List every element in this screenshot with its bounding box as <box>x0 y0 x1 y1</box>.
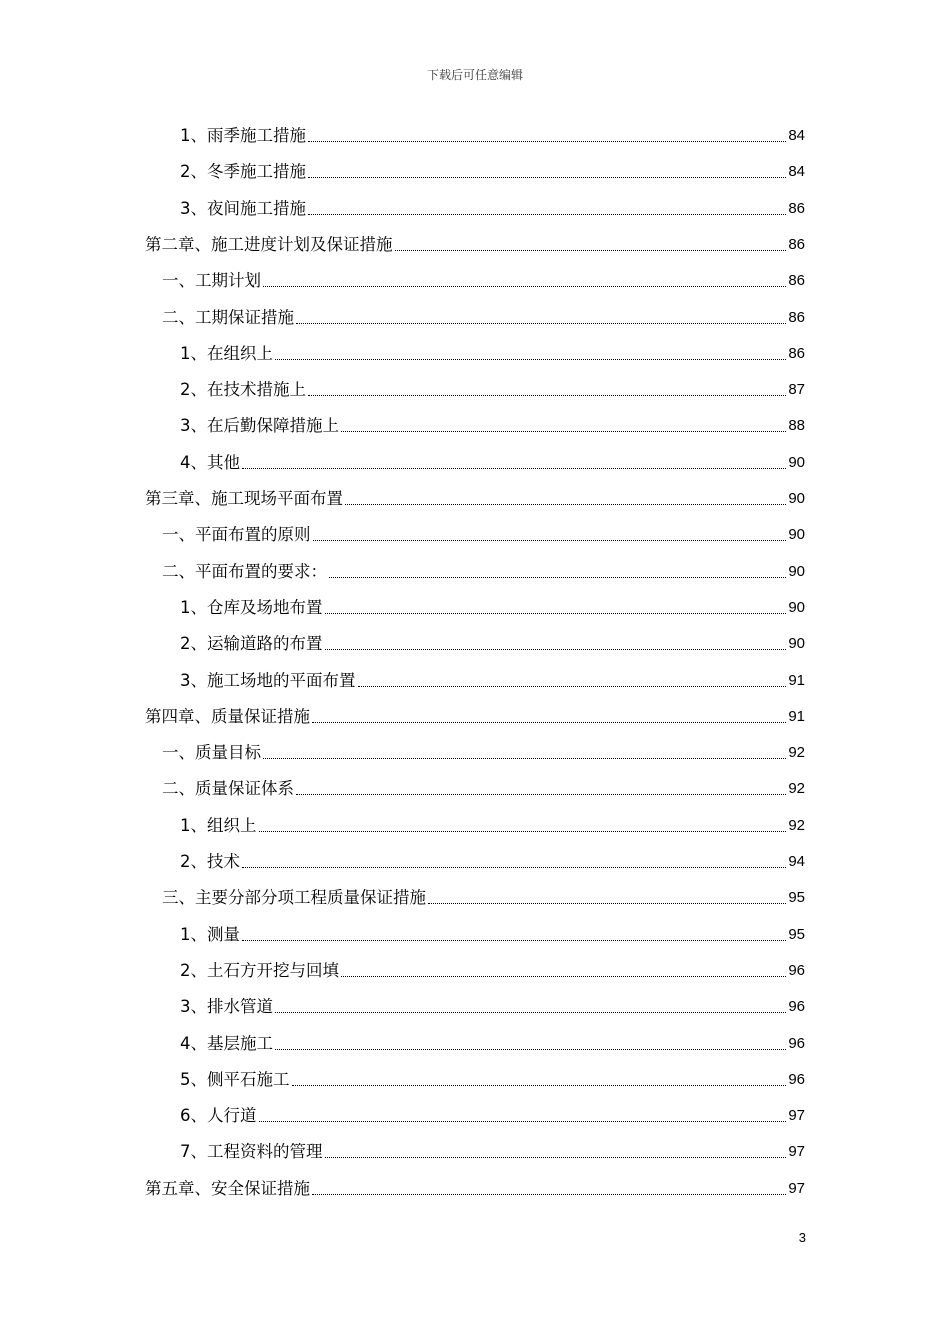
toc-entry-title: 3、在后勤保障措施上 <box>180 416 339 436</box>
toc-entry[interactable] <box>180 596 805 620</box>
toc-entry[interactable] <box>180 1140 805 1164</box>
toc-entry[interactable] <box>180 850 805 874</box>
toc-entry-title: 一、质量目标 <box>162 743 261 763</box>
toc-leader-dots <box>308 213 786 215</box>
toc-entry-page: 86 <box>788 235 805 253</box>
toc-entry-title: 4、基层施工 <box>180 1033 273 1053</box>
toc-entry[interactable] <box>162 886 805 910</box>
toc-entry-title: 6、人行道 <box>180 1106 257 1126</box>
toc-entry-page: 92 <box>788 780 805 798</box>
toc-leader-dots <box>329 576 786 578</box>
toc-entry-page: 90 <box>788 490 805 507</box>
toc-entry-title: 1、雨季施工措施 <box>180 126 306 145</box>
toc-entry-page: 96 <box>788 1070 805 1088</box>
toc-entry-title: 1、组织上 <box>180 815 257 835</box>
toc-entry[interactable] <box>162 306 805 330</box>
toc-leader-dots <box>308 176 786 178</box>
toc-leader-dots <box>312 721 786 723</box>
toc-entry-title: 3、夜间施工措施 <box>180 198 306 218</box>
toc-entry[interactable] <box>162 523 805 547</box>
toc-entry-page: 86 <box>788 272 805 290</box>
toc-entry-title: 2、土石方开挖与回填 <box>180 960 339 980</box>
toc-entry-title: 一、工期计划 <box>162 271 261 291</box>
toc-leader-dots <box>242 939 786 941</box>
toc-leader-dots <box>308 394 786 396</box>
toc-leader-dots <box>313 539 787 541</box>
toc-entry[interactable] <box>162 560 805 584</box>
toc-entry-title: 2、在技术措施上 <box>180 380 306 400</box>
toc-entry[interactable] <box>180 414 805 438</box>
toc-leader-dots <box>242 866 786 868</box>
toc-entry-page: 92 <box>788 744 805 762</box>
toc-entry[interactable] <box>145 705 805 729</box>
toc-entry-title: 3、排水管道 <box>180 997 273 1017</box>
toc-leader-dots <box>341 430 786 432</box>
toc-leader-dots <box>259 1120 787 1122</box>
toc-entry[interactable] <box>180 197 805 221</box>
toc-entry-page: 88 <box>788 417 805 435</box>
toc-entry[interactable] <box>180 995 805 1019</box>
page-header: 下载后可任意编辑 <box>426 68 523 82</box>
toc-entry[interactable] <box>180 1032 805 1056</box>
toc-entry[interactable] <box>162 269 805 293</box>
toc-entry-page: 96 <box>788 1034 805 1052</box>
toc-entry-page: 90 <box>788 453 805 471</box>
toc-entry-page: 86 <box>788 344 805 362</box>
toc-entry[interactable] <box>180 632 805 656</box>
toc-leader-dots <box>395 249 787 251</box>
toc-entry[interactable] <box>180 959 805 983</box>
toc-entry-page: 97 <box>788 1179 805 1197</box>
toc-entry-page: 97 <box>788 1143 805 1161</box>
toc-entry-page: 96 <box>788 998 805 1016</box>
toc-entry-title: 4、其他 <box>180 452 240 472</box>
toc-entry-title: 二、工期保证措施 <box>162 307 294 327</box>
toc-entry-page: 97 <box>788 1107 805 1125</box>
toc-leader-dots <box>428 902 786 904</box>
toc-leader-dots <box>358 685 787 687</box>
toc-leader-dots <box>325 1156 787 1158</box>
page-number: 3 <box>798 1230 806 1245</box>
toc-entry-page: 95 <box>788 925 805 943</box>
toc-entry-title: 2、冬季施工措施 <box>180 162 306 182</box>
toc-entry-page: 90 <box>788 635 805 653</box>
toc-entry-title: 第五章、安全保证措施 <box>145 1178 310 1198</box>
toc-entry-page: 86 <box>788 308 805 326</box>
toc-leader-dots <box>296 322 786 324</box>
toc-entry-title: 二、质量保证体系 <box>162 779 294 799</box>
toc-entry-page: 90 <box>788 562 805 580</box>
toc-entry-page: 94 <box>788 853 805 870</box>
toc-entry[interactable] <box>180 669 805 693</box>
toc-entry-title: 1、测量 <box>180 924 240 944</box>
toc-entry-title: 5、侧平石施工 <box>180 1069 290 1089</box>
toc-entry[interactable] <box>180 342 805 366</box>
toc-entry-title: 三、主要分部分项工程质量保证措施 <box>162 888 426 908</box>
toc-entry[interactable] <box>162 741 805 765</box>
toc-entry-page: 95 <box>788 889 805 907</box>
toc-entry-title: 2、运输道路的布置 <box>180 634 323 654</box>
toc-entry-page: 87 <box>788 381 805 399</box>
toc-leader-dots <box>275 1011 786 1013</box>
toc-entry-page: 86 <box>788 199 805 217</box>
toc-entry[interactable] <box>180 923 805 947</box>
toc-leader-dots <box>263 285 786 287</box>
toc-leader-dots <box>275 1048 786 1050</box>
toc-entry-title: 1、仓库及场地布置 <box>180 597 323 617</box>
toc-entry-title: 二、平面布置的要求： <box>162 561 327 581</box>
toc-entry-page: 90 <box>788 598 805 616</box>
toc-leader-dots <box>325 612 787 614</box>
toc-leader-dots <box>308 140 786 142</box>
toc-leader-dots <box>259 830 787 832</box>
toc-entry-title: 一、平面布置的原则 <box>162 525 311 545</box>
toc-leader-dots <box>341 975 786 977</box>
toc-entry[interactable] <box>145 487 805 511</box>
toc-entry-title: 2、技术 <box>180 852 240 871</box>
toc-entry[interactable] <box>180 814 805 838</box>
toc-leader-dots <box>296 793 786 795</box>
toc-leader-dots <box>242 467 786 469</box>
toc-entry-page: 92 <box>788 816 805 834</box>
toc-entry[interactable] <box>180 451 805 475</box>
toc-entry-page: 91 <box>788 707 805 725</box>
toc-entry[interactable] <box>180 378 805 402</box>
toc-leader-dots <box>312 1193 786 1195</box>
toc-leader-dots <box>263 757 786 759</box>
toc-entry-title: 1、在组织上 <box>180 343 273 363</box>
toc-entry[interactable] <box>145 1177 805 1201</box>
toc-entry-page: 96 <box>788 961 805 979</box>
toc-entry[interactable] <box>180 1104 805 1128</box>
toc-entry-title: 第四章、质量保证措施 <box>145 706 310 726</box>
toc-entry-title: 3、施工场地的平面布置 <box>180 670 356 690</box>
toc-entry[interactable] <box>180 1068 805 1092</box>
toc-entry-title: 第二章、施工进度计划及保证措施 <box>145 234 393 254</box>
toc-entry-title: 7、工程资料的管理 <box>180 1142 323 1162</box>
toc-entry-page: 84 <box>788 163 805 181</box>
toc-entry-title: 第三章、施工现场平面布置 <box>145 489 343 508</box>
toc-leader-dots <box>325 648 787 650</box>
toc-entry[interactable] <box>145 233 805 257</box>
toc-entry-page: 84 <box>788 127 805 144</box>
toc-entry[interactable] <box>180 160 805 184</box>
toc-entry[interactable] <box>162 777 805 801</box>
toc-leader-dots <box>275 358 786 360</box>
toc-leader-dots <box>292 1084 787 1086</box>
toc-entry[interactable] <box>180 124 805 148</box>
toc-entry-page: 90 <box>788 526 805 544</box>
toc-entry-page: 91 <box>788 671 805 689</box>
toc-leader-dots <box>345 503 786 505</box>
